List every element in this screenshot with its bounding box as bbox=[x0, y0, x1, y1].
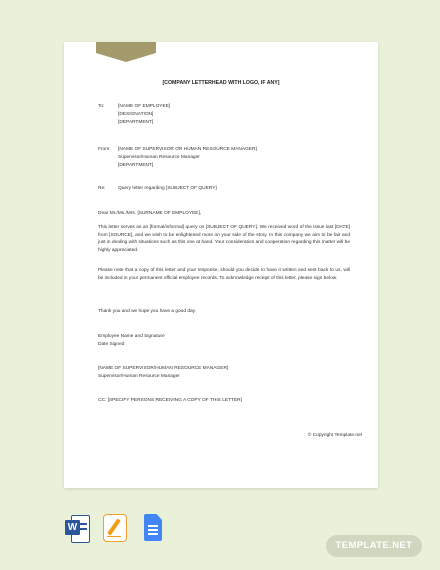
ribbon-decoration bbox=[96, 42, 156, 62]
letter-page bbox=[64, 42, 378, 488]
body-paragraph-1: This letter serves as an [formal/informal] query on [SUBJECT OF QUERY]. We received word of the issue last [DATE] from [SOURCE], and we wish to be enlightened more on your side of the story. In this company we aim to be fair and just in dealing with situations such as this one at hand. Your consideration and cooperation regarding this matter will be highly appreciated. bbox=[98, 225, 350, 253]
from-line-3: [DEPARTMENT] bbox=[118, 163, 154, 168]
copyright-notice: © Copyright Template.net bbox=[307, 433, 362, 438]
thanks-line: Thank you and we hope you have a good day. bbox=[98, 309, 197, 314]
cc-line: CC: [SPECIFY PERSONS RECEIVING A COPY OF THIS LETTER] bbox=[98, 398, 242, 403]
from-label: From: bbox=[98, 147, 111, 152]
letterhead: [COMPANY LETTERHEAD WITH LOGO, IF ANY] bbox=[162, 80, 280, 86]
from-line-2: Supervisor/Human Resource Manager bbox=[118, 155, 200, 160]
to-line-1: [NAME OF EMPLOYEE] bbox=[118, 104, 171, 109]
re-label: Re: bbox=[98, 186, 106, 191]
to-line-3: [DEPARTMENT] bbox=[118, 120, 154, 125]
closing-name: [NAME OF SUPERVISOR/HUMAN RESOURCE MANAGER] bbox=[98, 366, 229, 371]
google-docs-icon[interactable] bbox=[141, 514, 165, 542]
word-icon-letter: W bbox=[65, 520, 80, 535]
body-paragraph-2: Please note that a copy of this letter and your response, should you decide to have it written and sent back to us, will be included in your permanent official employee records. To acknowledge receipt of this letter, please sign below. bbox=[98, 268, 350, 281]
re-value: Query letter regarding [SUBJECT OF QUERY] bbox=[118, 186, 217, 191]
to-line-2: [DESIGNATION] bbox=[118, 112, 154, 117]
employee-signature-label: Employee Name and Signature bbox=[98, 334, 165, 339]
closing-title: Supervisor/Human Resource Manager bbox=[98, 374, 180, 379]
from-line-1: [NAME OF SUPERVISOR OR HUMAN RESOURCE MANAGER] bbox=[118, 147, 257, 152]
to-label: To: bbox=[98, 104, 105, 109]
date-signed-label: Date Signed bbox=[98, 342, 125, 347]
word-icon[interactable] bbox=[65, 514, 89, 542]
template-net-logo[interactable]: TEMPLATE.NET bbox=[326, 535, 422, 557]
pages-icon[interactable] bbox=[103, 514, 127, 542]
salutation: Dear Mr./Ms./Mrs. [SURNAME OF EMPLOYEE], bbox=[98, 211, 202, 216]
app-format-icons bbox=[65, 514, 165, 542]
